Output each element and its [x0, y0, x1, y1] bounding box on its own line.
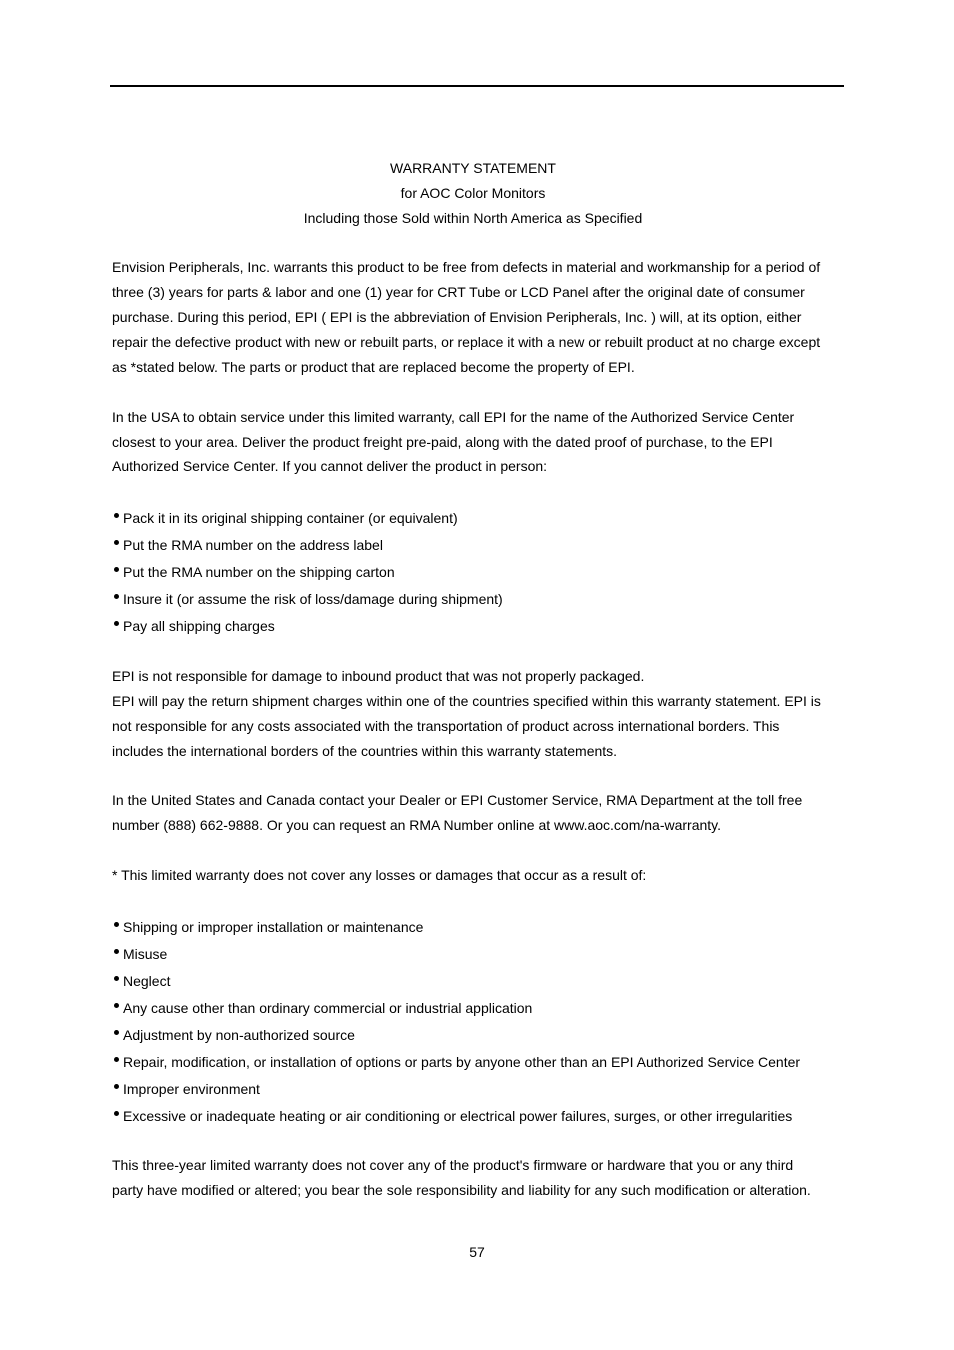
list-item-text: Repair, modification, or installation of options or parts by anyone other than an EPI Authorized Service Center — [123, 1054, 801, 1070]
bullet-icon — [114, 1084, 119, 1089]
text-line: Envision Peripherals, Inc. warrants this product to be free from defects in material and workmanship for a period of — [112, 259, 821, 275]
list-item-text: Neglect — [123, 973, 171, 989]
text-line: three (3) years for parts & labor and one (1) year for CRT Tube or LCD Panel after the original date of consumer — [112, 284, 805, 300]
list-item — [114, 509, 458, 527]
warranty-scope: Including those Sold within North America as Specified — [303, 210, 643, 226]
bullet-icon — [114, 567, 119, 572]
bullet-icon — [114, 621, 119, 626]
bullet-icon — [114, 1003, 119, 1008]
page-number: 57 — [469, 1244, 485, 1260]
list-item — [114, 617, 275, 635]
list-item-text: Adjustment by non-authorized source — [123, 1027, 355, 1043]
list-item — [114, 945, 167, 963]
list-item-text: Insure it (or assume the risk of loss/damage during shipment) — [123, 591, 503, 607]
text-line: EPI will pay the return shipment charges within one of the countries specified within this warranty statement. EPI is — [112, 693, 821, 709]
text-line: In the United States and Canada contact your Dealer or EPI Customer Service, RMA Department at the toll free — [112, 792, 803, 808]
list-item-text: Excessive or inadequate heating or air conditioning or electrical power failures, surges, or other irregularities — [123, 1108, 793, 1124]
bullet-icon — [114, 540, 119, 545]
text-line: EPI is not responsible for damage to inbound product that was not properly packaged. — [112, 668, 645, 684]
text-line: closest to your area. Deliver the product freight pre-paid, along with the dated proof of purchase, to the EPI — [112, 434, 773, 450]
list-item — [114, 918, 423, 936]
exclusions-intro: * This limited warranty does not cover any losses or damages that occur as a result of: — [112, 867, 647, 883]
list-item-text: Pack it in its original shipping container (or equivalent) — [123, 510, 458, 526]
list-item — [114, 972, 170, 990]
bullet-icon — [114, 949, 119, 954]
list-item — [114, 1080, 260, 1098]
text-line: not responsible for any costs associated with the transportation of product across international borders. This — [112, 718, 780, 734]
list-item — [114, 536, 383, 554]
list-item-text: Put the RMA number on the shipping carton — [123, 564, 395, 580]
list-item-text: Pay all shipping charges — [123, 618, 275, 634]
warranty-subtitle: for AOC Color Monitors — [400, 185, 546, 201]
bullet-icon — [114, 1030, 119, 1035]
text-line: Authorized Service Center. If you cannot deliver the product in person: — [112, 458, 548, 474]
list-item — [114, 563, 395, 581]
list-item-text: Put the RMA number on the address label — [123, 537, 383, 553]
bullet-icon — [114, 1111, 119, 1116]
list-item-text: Improper environment — [123, 1081, 260, 1097]
list-item — [114, 1026, 355, 1044]
text-line: repair the defective product with new or rebuilt parts, or replace it with a new or rebuilt product at no charge except — [112, 334, 821, 350]
list-item-text: Shipping or improper installation or maintenance — [123, 919, 424, 935]
header-rule — [110, 85, 844, 87]
list-item-text: Misuse — [123, 946, 168, 962]
text-line: This three-year limited warranty does not cover any of the product's firmware or hardware that you or any third — [112, 1157, 794, 1173]
list-item — [114, 999, 532, 1017]
list-item-text: Any cause other than ordinary commercial or industrial application — [123, 1000, 533, 1016]
warranty-title: WARRANTY STATEMENT — [390, 160, 556, 176]
bullet-icon — [114, 922, 119, 927]
bullet-icon — [114, 594, 119, 599]
text-line: In the USA to obtain service under this limited warranty, call EPI for the name of the Authorized Service Center — [112, 409, 795, 425]
text-line: number (888) 662-9888. Or you can request an RMA Number online at www.aoc.com/na-warranty. — [112, 817, 722, 833]
text-line: purchase. During this period, EPI ( EPI is the abbreviation of Envision Peripherals, Inc. ) will, at its option, either — [112, 309, 802, 325]
text-line: party have modified or altered; you bear the sole responsibility and liability for any such modification or alteration. — [112, 1182, 811, 1198]
text-line: includes the international borders of the countries within this warranty statements. — [112, 743, 618, 759]
text-line: as *stated below. The parts or product that are replaced become the property of EPI. — [112, 359, 635, 375]
list-item — [114, 1107, 792, 1125]
bullet-icon — [114, 513, 119, 518]
bullet-icon — [114, 976, 119, 981]
list-item — [114, 590, 503, 608]
list-item — [114, 1053, 800, 1071]
bullet-icon — [114, 1057, 119, 1062]
